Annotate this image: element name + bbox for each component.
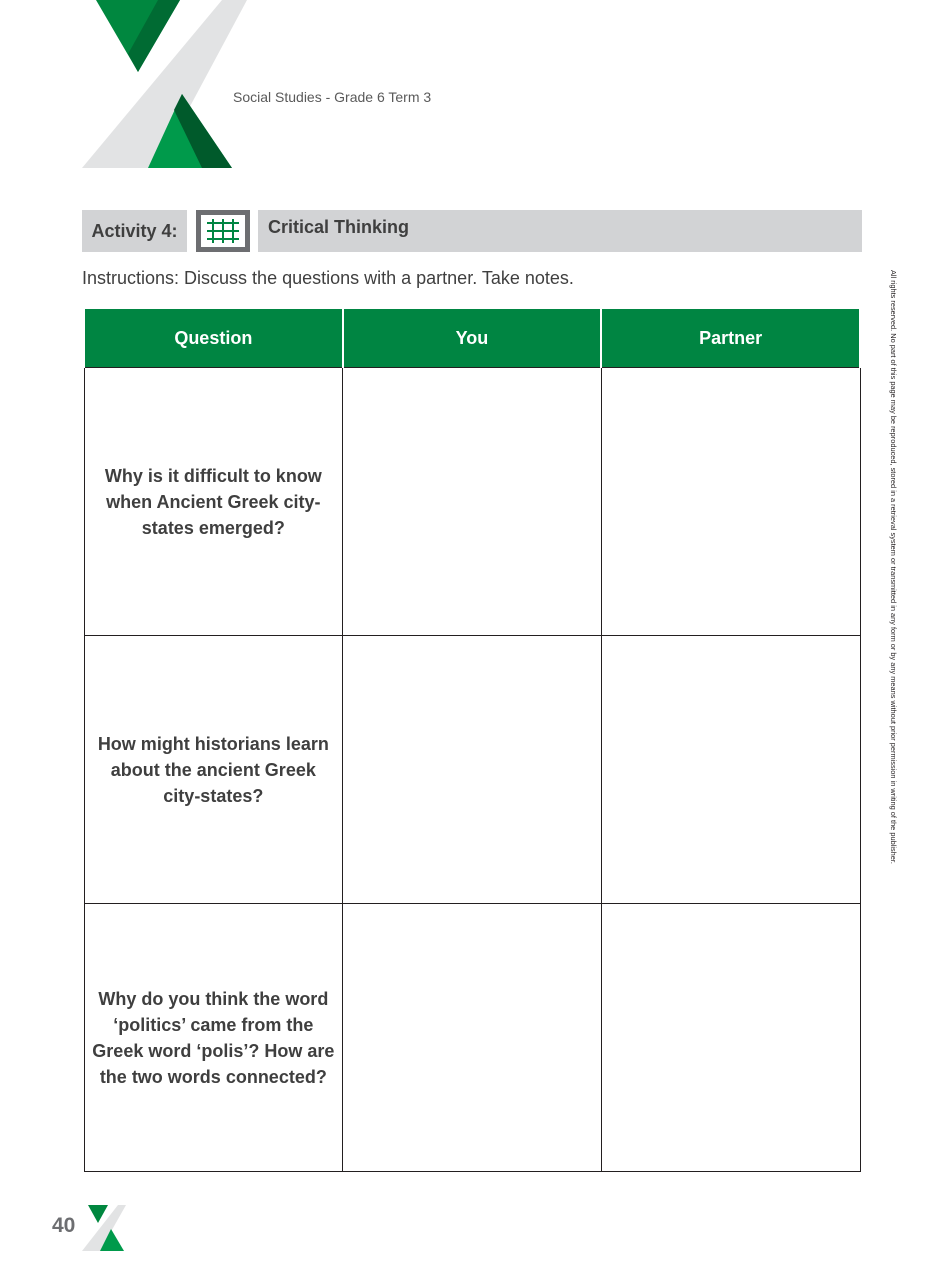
question-cell: Why do you think the word ‘politics’ came from the Greek word ‘polis’? How are the two words connected? [84,904,343,1172]
table-row [84,368,860,636]
activity-label: Activity 4: [82,210,187,252]
partner-answer-cell[interactable] [601,368,860,636]
partner-answer-cell[interactable] [601,904,860,1172]
footer-logo [82,1205,126,1251]
table-header-row [84,309,860,368]
you-answer-cell[interactable] [343,368,602,636]
activity-title: Critical Thinking [258,210,862,252]
subject-header: Social Studies - Grade 6 Term 3 [233,89,432,105]
column-header-question: Question [84,309,343,368]
column-header-you: You [343,309,602,368]
table-row [84,636,860,904]
table-grid-icon [201,215,245,247]
partner-answer-cell[interactable] [601,636,860,904]
rights-notice: All rights reserved. No part of this page may be reproduced, stored in a retrieval system or transmitted in any form or by any means without prior permission in writing of the publisher. [889,270,898,864]
brand-logo [82,0,247,168]
you-answer-cell[interactable] [343,904,602,1172]
table-row [84,904,860,1172]
column-header-partner: Partner [601,309,860,368]
page-number: 40 [52,1214,76,1237]
notes-table [83,309,861,1172]
activity-icon-frame [196,210,250,252]
instructions-text: Instructions: Discuss the questions with a partner. Take notes. [82,268,574,288]
question-cell: How might historians learn about the ancient Greek city-states? [84,636,343,904]
you-answer-cell[interactable] [343,636,602,904]
question-cell: Why is it difficult to know when Ancient Greek city-states emerged? [84,368,343,636]
